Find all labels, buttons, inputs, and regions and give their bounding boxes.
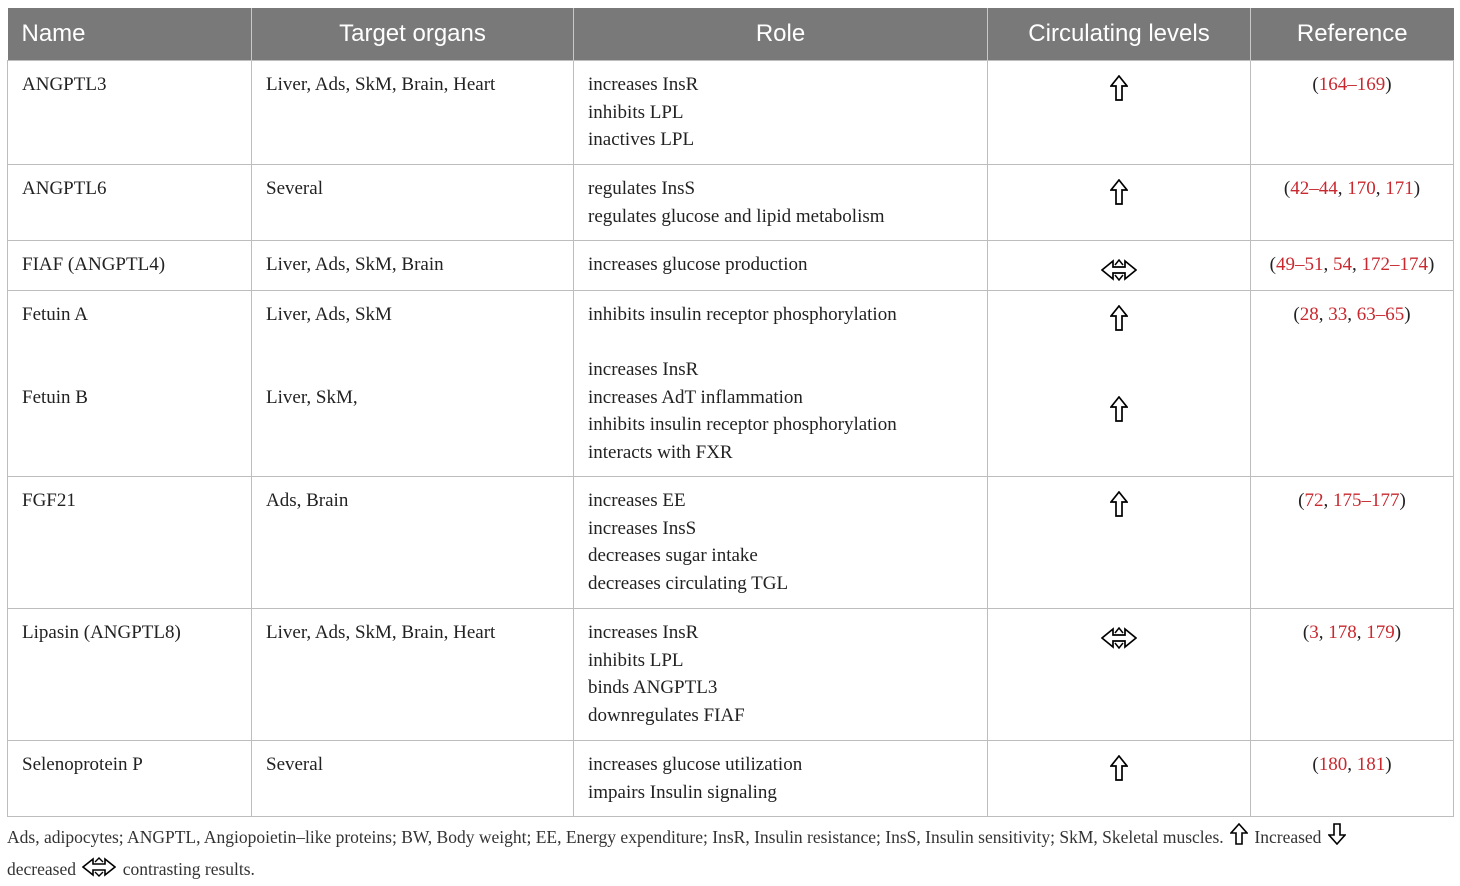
reference-punct: ( bbox=[1283, 178, 1291, 199]
reference-punct: , bbox=[1318, 622, 1329, 643]
table-footnote bbox=[7, 822, 1453, 886]
row-target-organs: Liver, Ads, SkM, Brain, Heart bbox=[266, 622, 496, 643]
cell-reference bbox=[1251, 165, 1454, 241]
table-row bbox=[8, 165, 1454, 241]
role-item: increases InsR bbox=[588, 74, 699, 95]
row-target-organs: Liver, Ads, SkM, Brain, Heart bbox=[266, 74, 496, 95]
header-circulating-levels: Circulating levels bbox=[988, 8, 1251, 61]
reference-link[interactable]: 33 bbox=[1328, 304, 1348, 325]
role-item: inactives LPL bbox=[588, 129, 695, 151]
table-row bbox=[8, 291, 1454, 477]
row-target-organs: Liver, SkM, bbox=[266, 386, 358, 408]
cell-target-organs bbox=[252, 477, 574, 609]
cell-reference bbox=[1251, 291, 1454, 477]
cell-target-organs bbox=[252, 291, 574, 477]
table-row bbox=[8, 477, 1454, 609]
reference-punct: ) bbox=[1413, 178, 1421, 199]
role-item: inhibits insulin receptor phosphorylation bbox=[588, 414, 897, 436]
reference-link[interactable]: 170 bbox=[1347, 178, 1376, 199]
reference-punct: ) bbox=[1394, 622, 1402, 643]
table-header-row bbox=[8, 8, 1454, 61]
reference-punct: ( bbox=[1312, 74, 1319, 95]
row-target-organs: Liver, Ads, SkM bbox=[266, 304, 392, 325]
reference-link[interactable]: 171 bbox=[1385, 178, 1414, 199]
role-item: regulates InsS bbox=[588, 178, 696, 199]
role-item: increases InsR bbox=[588, 359, 699, 381]
left-right-arrow-icon bbox=[82, 856, 116, 886]
reference-punct: ( bbox=[1269, 254, 1276, 275]
cell-role bbox=[574, 741, 988, 817]
role-item: inhibits insulin receptor phosphorylation bbox=[588, 304, 897, 325]
reference-punct: ( bbox=[1298, 490, 1305, 511]
left-right-arrow-icon bbox=[1101, 259, 1137, 290]
cell-reference bbox=[1251, 741, 1454, 817]
reference-punct: , bbox=[1318, 304, 1329, 325]
cell-role bbox=[574, 477, 988, 609]
cell-reference bbox=[1251, 477, 1454, 609]
reference-link[interactable]: 42–44 bbox=[1290, 178, 1338, 199]
cell-reference bbox=[1251, 61, 1454, 165]
table-row bbox=[8, 609, 1454, 741]
cell-reference bbox=[1251, 609, 1454, 741]
cell-reference bbox=[1251, 241, 1454, 291]
row-name: FGF21 bbox=[22, 490, 76, 511]
role-item: inhibits LPL bbox=[588, 101, 684, 123]
table-row bbox=[8, 241, 1454, 291]
cell-target-organs bbox=[252, 61, 574, 165]
table-row bbox=[8, 741, 1454, 817]
role-item: increases AdT inflammation bbox=[588, 386, 803, 408]
adipokine-table bbox=[7, 8, 1454, 817]
cell-role bbox=[574, 291, 988, 477]
up-arrow-icon bbox=[1110, 305, 1128, 340]
reference-punct: , bbox=[1347, 754, 1357, 775]
cell-name bbox=[8, 291, 252, 477]
row-name: Lipasin (ANGPTL8) bbox=[22, 622, 181, 643]
up-arrow-icon bbox=[1110, 396, 1128, 431]
reference-link[interactable]: 172–174 bbox=[1361, 254, 1428, 275]
footnote-decreased: decreased bbox=[7, 859, 76, 880]
row-target-organs: Several bbox=[266, 178, 323, 199]
footnote-increased: Increased bbox=[1254, 827, 1322, 847]
role-item: increases InsS bbox=[588, 517, 697, 539]
row-name: ANGPTL3 bbox=[22, 74, 107, 95]
reference-punct: , bbox=[1323, 490, 1333, 511]
reference-punct: ) bbox=[1399, 490, 1406, 511]
cell-role bbox=[574, 241, 988, 291]
up-arrow-icon bbox=[1110, 179, 1128, 214]
up-arrow-icon bbox=[1110, 491, 1128, 526]
row-name: Fetuin A bbox=[22, 304, 88, 325]
row-target-organs: Several bbox=[266, 754, 323, 775]
reference-link[interactable]: 175–177 bbox=[1333, 490, 1400, 511]
up-arrow-icon bbox=[1230, 823, 1248, 854]
reference-punct: ) bbox=[1385, 754, 1392, 775]
role-item: interacts with FXR bbox=[588, 441, 733, 463]
down-arrow-icon bbox=[1328, 823, 1346, 854]
cell-role bbox=[574, 165, 988, 241]
reference-link[interactable]: 49–51 bbox=[1276, 254, 1324, 275]
cell-circulating-level bbox=[988, 477, 1251, 609]
reference-punct: , bbox=[1352, 254, 1362, 275]
header-reference: Reference bbox=[1251, 8, 1454, 61]
role-item: decreases sugar intake bbox=[588, 545, 758, 567]
reference-punct: , bbox=[1337, 178, 1348, 199]
role-item: increases InsR bbox=[588, 622, 699, 643]
table-row bbox=[8, 61, 1454, 165]
cell-circulating-level bbox=[988, 741, 1251, 817]
row-target-organs: Liver, Ads, SkM, Brain bbox=[266, 254, 444, 275]
cell-name bbox=[8, 477, 252, 609]
reference-punct: ( bbox=[1302, 622, 1310, 643]
footnote-text: Ads, adipocytes; ANGPTL, Angiopoietin–like proteins; BW, Body weight; EE, Energy expenditure; InsR, Insulin resistance; InsS, Insulin sensitivity; SkM, Skeletal muscles. bbox=[7, 827, 1224, 847]
left-right-arrow-icon bbox=[1101, 627, 1137, 658]
cell-circulating-level bbox=[988, 165, 1251, 241]
reference-link[interactable]: 54 bbox=[1333, 254, 1352, 275]
cell-name bbox=[8, 741, 252, 817]
reference-punct: ) bbox=[1428, 254, 1435, 275]
row-name: Fetuin B bbox=[22, 386, 88, 408]
reference-link[interactable]: 63–65 bbox=[1356, 304, 1405, 325]
reference-link[interactable]: 180 bbox=[1318, 754, 1348, 775]
reference-punct: ( bbox=[1312, 754, 1319, 775]
cell-role bbox=[574, 61, 988, 165]
cell-target-organs bbox=[252, 741, 574, 817]
cell-target-organs bbox=[252, 241, 574, 291]
cell-role bbox=[574, 609, 988, 741]
row-name: ANGPTL6 bbox=[22, 178, 107, 199]
reference-punct: ) bbox=[1404, 304, 1411, 325]
role-item: binds ANGPTL3 bbox=[588, 677, 718, 699]
reference-punct: , bbox=[1323, 254, 1333, 275]
cell-name bbox=[8, 61, 252, 165]
cell-circulating-level bbox=[988, 61, 1251, 165]
up-arrow-icon bbox=[1110, 75, 1128, 110]
header-target-organs: Target organs bbox=[252, 8, 574, 61]
reference-link[interactable]: 179 bbox=[1366, 622, 1395, 643]
role-item: increases EE bbox=[588, 490, 686, 511]
reference-punct: , bbox=[1347, 304, 1357, 325]
cell-name bbox=[8, 165, 252, 241]
role-item: regulates glucose and lipid metabolism bbox=[588, 205, 885, 227]
role-item: increases glucose production bbox=[588, 254, 808, 275]
reference-link[interactable]: 72 bbox=[1304, 490, 1324, 511]
reference-punct: , bbox=[1375, 178, 1386, 199]
role-item: impairs Insulin signaling bbox=[588, 781, 777, 803]
role-item: inhibits LPL bbox=[588, 649, 684, 671]
reference-punct: , bbox=[1356, 622, 1367, 643]
reference-link[interactable]: 164–169 bbox=[1318, 74, 1386, 95]
cell-circulating-level bbox=[988, 291, 1251, 477]
cell-target-organs bbox=[252, 609, 574, 741]
cell-name bbox=[8, 241, 252, 291]
cell-target-organs bbox=[252, 165, 574, 241]
header-name: Name bbox=[8, 8, 252, 61]
cell-circulating-level bbox=[988, 609, 1251, 741]
footnote-contrasting: contrasting results. bbox=[122, 859, 255, 880]
reference-link[interactable]: 181 bbox=[1356, 754, 1386, 775]
role-item: downregulates FIAF bbox=[588, 704, 745, 726]
row-target-organs: Ads, Brain bbox=[266, 490, 349, 511]
header-role: Role bbox=[574, 8, 988, 61]
row-name: FIAF (ANGPTL4) bbox=[22, 254, 166, 275]
role-item: decreases circulating TGL bbox=[588, 572, 789, 594]
reference-link[interactable]: 28 bbox=[1299, 304, 1319, 325]
reference-link[interactable]: 3 bbox=[1309, 622, 1319, 643]
row-name: Selenoprotein P bbox=[22, 754, 143, 775]
cell-circulating-level bbox=[988, 241, 1251, 291]
role-item: increases glucose utilization bbox=[588, 754, 803, 775]
up-arrow-icon bbox=[1110, 755, 1128, 790]
cell-name bbox=[8, 609, 252, 741]
reference-punct: ) bbox=[1385, 74, 1392, 95]
reference-link[interactable]: 178 bbox=[1328, 622, 1357, 643]
reference-punct: ( bbox=[1293, 304, 1300, 325]
